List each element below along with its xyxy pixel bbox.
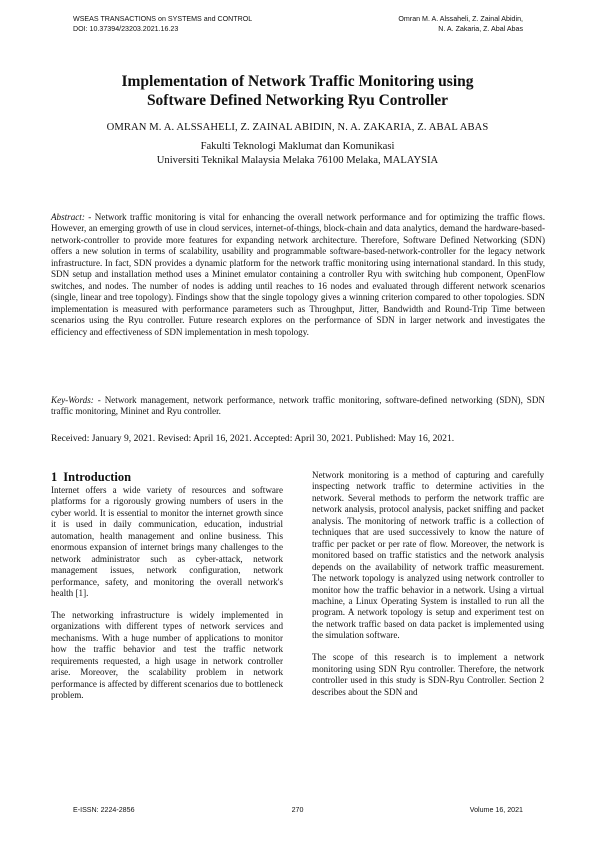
paper-title — [0, 72, 595, 110]
affiliation-line-1: Fakulti Teknologi Maklumat dan Komunikasi — [200, 141, 395, 152]
paragraph: Network monitoring is a method of capturing and carefully inspecting network traffic to determine activities in the network. Several methods to perform the network traffic are network analysis, protocol analysis, packet sniffing and packet analysis. The monitoring of network traffic is a collection of techniques that are used successively to know the nature of traffic per packet or per rate of flow. Moreover, the network is monitored based on traffic statistics and the network analysis depends on the availability of network traffic measurement. The network topology is analyzed using network controller to monitor how the traffic behavior in a network. Using a virtual machine, a Linux Operating System is installed to run all the program. A network topology is setup and experiment test on the network traffic based on data packet is implemented using the simulation software. — [312, 470, 544, 641]
publication-dates: Received: January 9, 2021. Revised: April 16, 2021. Accepted: April 30, 2021. Published: May 16, 2021. — [51, 433, 455, 444]
running-header-right — [398, 15, 523, 34]
footer-issn: E-ISSN: 2224-2856 — [73, 806, 135, 814]
paragraph: The scope of this research is to implement a network monitoring using SDN Ryu controller. Therefore, the network controller used in this study is SDN-Ryu Controller. Section 2 describes about the SDN and — [312, 652, 544, 697]
paragraph: Internet offers a wide variety of resources and software platforms for a rigorously growing numbers of users in the cyber world. It is essential to monitor the internet growth since it is used in daily communication, education, industrial automation, health management and online business. This enormous expansion of internet brings many challenges to the network administrator such as cyber-attack, network management issues, network configuration, network performance, safety, and monitoring the overall network's health [1]. — [51, 485, 283, 599]
keywords — [51, 395, 545, 418]
abstract — [51, 212, 545, 338]
paragraph: The networking infrastructure is widely implemented in organizations with different types of network services and mechanisms. With a huge number of applications to monitor how the traffic behavior and test the traffic network requirements requested, a high usage in network controller arise. Moreover, the scalability problem in network performance is affected by different scenarios due to bottleneck problem. — [51, 610, 283, 701]
body-column-left — [51, 470, 283, 712]
abstract-text: Network traffic monitoring is vital for enhancing the overall network performance and for optimizing the traffic flows. However, an emerging growth of use in cloud services, internet-of-things, block-chain and data analytics, demand the hardware-based-network-controller to provide more features for expanding network architecture. Therefore, Software Defined Networking (SDN) offers a new solution in terms of scalability, usability and programmable software-based-network-controller for the legacy network infrastructure. In fact, SDN provides a dynamic platform for the network traffic monitoring using international standard. In this study, SDN setup and installation method uses a Mininet emulator containing a controller Ryu with switching hub component, OpenFlow switches, and nodes. The number of nodes is adding until reaches to 16 nodes and evaluated through different network scenarios (single, linear and tree topology). Findings show that the single topology gives a winning criterion compared to other topologies. SDN implementation is measured with performance parameters such as Throughput, Jitter, Bandwidth and Round-Trip Time between scenarios using the Ryu controller. Future research explores on the performance of SDN in larger network and investigates the efficiency and effectiveness of SDN implementation in mesh topology. — [51, 212, 545, 337]
keywords-text: Network management, network performance, network traffic monitoring, software-defined networking (SDN), SDN traffic monitoring, Mininet and Ryu controller. — [51, 395, 545, 417]
doi: DOI: 10.37394/23203.2021.16.23 — [73, 24, 179, 33]
header-authors-line-2: N. A. Zakaria, Z. Abal Abas — [438, 24, 523, 33]
journal-name: WSEAS TRANSACTIONS on SYSTEMS and CONTROL — [73, 15, 253, 23]
author-list: OMRAN M. A. ALSSAHELI, Z. ZAINAL ABIDIN, N. A. ZAKARIA, Z. ABAL ABAS — [106, 122, 489, 133]
abstract-label: Abstract: - — [51, 212, 92, 222]
title-line-2: Software Defined Networking Ryu Controller — [146, 92, 449, 109]
keywords-label: Key-Words: - — [51, 395, 101, 405]
title-line-1: Implementation of Network Traffic Monitoring using — [121, 73, 474, 90]
running-header-left — [73, 15, 252, 34]
affiliation — [0, 140, 595, 167]
footer-page-number: 270 — [291, 806, 304, 814]
affiliation-line-2: Universiti Teknikal Malaysia Melaka 76100 Melaka, MALAYSIA — [156, 154, 439, 166]
body-column-right — [312, 470, 544, 709]
header-authors-line-1: Omran M. A. Alssaheli, Z. Zainal Abidin, — [398, 15, 523, 23]
footer-volume: Volume 16, 2021 — [469, 806, 523, 814]
section-title: Introduction — [63, 470, 132, 484]
section-heading-introduction — [51, 470, 283, 485]
section-number: 1 — [51, 470, 58, 484]
